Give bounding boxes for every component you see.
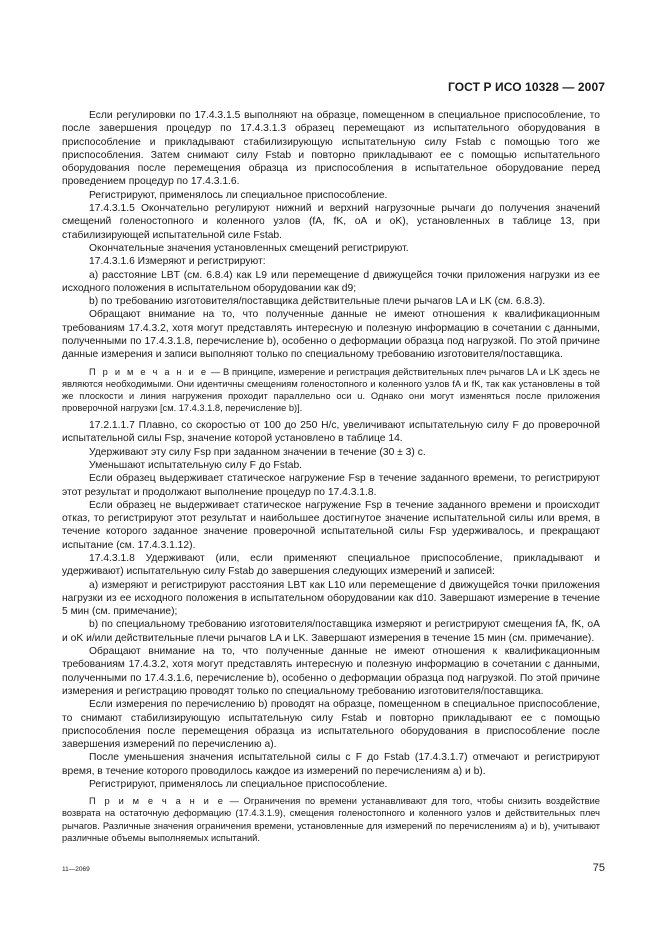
- paragraph: 17.4.3.1.6 Измеряют и регистрируют:: [89, 256, 266, 268]
- paragraph: Регистрируют, применялось ли специальное приспособление.: [89, 779, 388, 791]
- print-code: 11—2069: [62, 866, 90, 873]
- body-text: [62, 109, 600, 849]
- paragraph: b) по специальному требованию изготовителя/поставщика измеряют и регистрируют смещения fA, fK, oA и oK и/или действительные плечи рычагов LA и LK. Завершают измерения в течение 15 мин (см. примечание).: [62, 619, 600, 644]
- note: [62, 795, 600, 843]
- paragraph: 17.4.3.1.5 Окончательно регулируют нижний и верхний нагрузочные рычаги до получения значений смещений голеностопного и коленного узлов (fA, fK, oA и oK), установленных в таблице 13, при стабилизирующей испытательной силе Fstab.: [62, 203, 600, 241]
- paragraph: а) расстояние LBT (см. 6.8.4) как L9 или перемещение d движущейся точки приложения нагрузки из ее исходного положения в испытательном оборудовании как d9;: [62, 269, 600, 294]
- note-text: — В принципе, измерение и регистрация действительных плеч рычагов LA и LK здесь не являются необходимыми. Они идентичны смещениям голеностопного и коленного узлов fA и fK, так как установлены в той же плоскости и линия нагружения проходит параллельно оси u. Однако они могут изменяться после приложения проверочной нагрузки [см. 17.4.3.1.8, перечисление b)].: [62, 366, 600, 413]
- paragraph: Если образец выдерживает статическое нагружение Fsp в течение заданного времени, то регистрируют этот результат и продолжают выполнение процедур по 17.4.3.1.8.: [62, 473, 600, 498]
- paragraph: Окончательные значения установленных смещений регистрируют.: [89, 242, 409, 254]
- note: [62, 366, 600, 414]
- page-number: 75: [592, 862, 605, 874]
- note-text: — Ограничения по времени устанавливают для того, чтобы снизить воздействие возврата на остаточную деформацию (17.4.3.1.9), смещения голеностопного и коленного узлов и действительных плеч рычагов. Различные значения ограничения времени, установленные для измерений по перечислениям а) и b), учитывают различные объемы выполняемых испытаний.: [62, 796, 600, 843]
- standard-header: ГОСТ Р ИСО 10328 — 2007: [447, 80, 605, 94]
- paragraph: Обращают внимание на то, что полученные данные не имеют отношения к квалификационным требованиям 17.4.3.2, хотя могут представлять интересную и полезную информацию в сочетании с данными, полученными по 17.4.3.1.8, перечисление b), особенно о деформации образца под нагрузкой. По этой причине данные измерения и записи выполняют только по специальному требованию изготовителя/поставщика.: [62, 309, 600, 361]
- paragraph: После уменьшения значения испытательной силы с F до Fstab (17.4.3.1.7) отмечают и регистрируют время, в течение которого проводилось каждое из измерений по перечислениям а) и b).: [62, 752, 600, 777]
- paragraph: Регистрируют, применялось ли специальное приспособление.: [89, 189, 388, 201]
- paragraph: Если образец не выдерживает статическое нагружение Fsp в течение заданного времени и происходит отказ, то регистрируют этот результат и наибольшее достигнутое значение испытательной силы или время, в течение которого заданное значение проверочной испытательной силы Fsp удерживалось, и прекращают испытание (см. 17.4.3.1.12).: [62, 499, 600, 551]
- paragraph: 17.2.1.1.7 Плавно, со скоростью от 100 до 250 Н/с, увеличивают испытательную силу F до проверочной испытательной силы Fsp, значение которой установлено в таблице 14.: [62, 420, 600, 445]
- note-label: П р и м е ч а н и е: [89, 796, 225, 807]
- paragraph: Если измерения по перечислению b) проводят на образце, помещенном в специальное приспособление, то снимают стабилизирующую испытательную силу Fstab и повторно прикладывают ее с помощью приспособления после перемещения образца из испытательного оборудования в приспособление после завершения измерений по перечислению а).: [62, 699, 600, 751]
- paragraph: 17.4.3.1.8 Удерживают (или, если применяют специальное приспособление, прикладывают и удерживают) испытательную силу Fstab до завершения следующих измерений и записей:: [62, 552, 600, 578]
- paragraph: Уменьшают испытательную силу F до Fstab.: [89, 459, 303, 471]
- paragraph: а) измеряют и регистрируют расстояния LBT как L10 или перемещение d движущейся точки приложения нагрузки из ее исходного положения в испытательном оборудовании как d10. Завершают измерение в течение 5 мин (см. примечание);: [62, 579, 600, 618]
- paragraph: Удерживают эту силу Fsp при заданном значении в течение (30 ± 3) с.: [89, 446, 426, 458]
- paragraph: b) по требованию изготовителя/поставщика действительные плечи рычагов LA и LK (см. 6.8.3).: [89, 296, 546, 308]
- note-label: П р и м е ч а н и е: [89, 366, 209, 377]
- paragraph: Если регулировки по 17.4.3.1.5 выполняют на образце, помещенном в специальное приспособление, то после завершения процедур по 17.4.3.1.3 образец перемещают из испытательного оборудования в приспособление и прикладывают стабилизирующую испытательную силу Fstab с помощью того же приспособления. Затем снимают силу Fstab и повторно прикладывают ее с помощью испытательного оборудования после перемещения образца из приспособления в испытательное оборудование перед проведением процедур по 17.4.3.1.6.: [62, 110, 600, 188]
- paragraph: Обращают внимание на то, что полученные данные не имеют отношения к квалификационным требованиям 17.4.3.2, хотя могут представлять интересную и полезную информацию в сочетании с данными, полученными по 17.4.3.1.6, перечисление b), особенно о деформации образца под нагрузкой. По этой причине измерения и регистрацию проводят только по специальному требованию изготовителя/поставщика.: [62, 646, 600, 697]
